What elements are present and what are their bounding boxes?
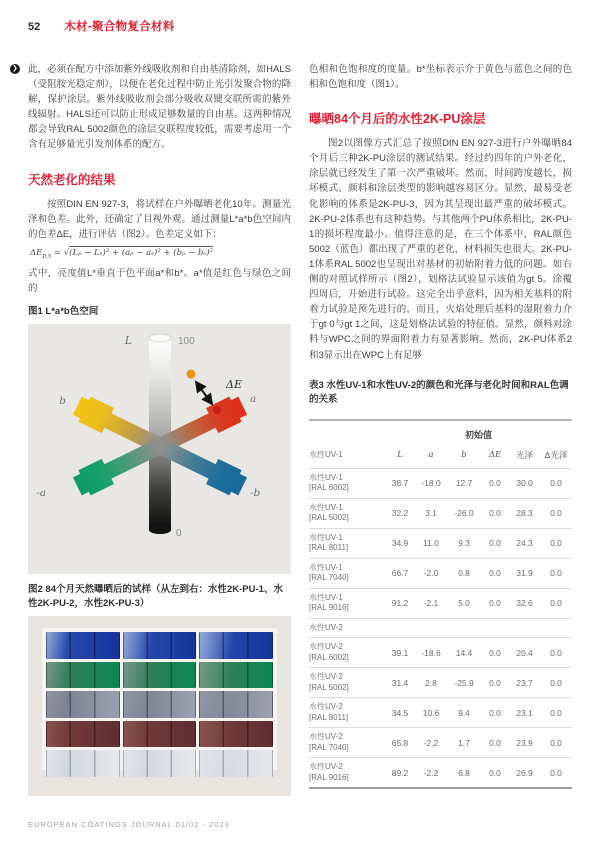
page-header xyxy=(28,18,175,34)
sample-photo-cell xyxy=(199,632,273,659)
row-label: 水性UV-2 [RAL 9016] xyxy=(309,762,349,782)
paragraph-continuation xyxy=(12,62,291,153)
table-cell: 39.1 xyxy=(391,647,409,658)
formula-equals: = xyxy=(51,247,64,258)
delta-e-formula xyxy=(30,248,291,260)
table-cell: 0.0 xyxy=(489,767,501,778)
table-column-header: a xyxy=(428,449,434,460)
table-cell: 0.0 xyxy=(550,647,562,658)
table-cell: 0.0 xyxy=(489,508,501,519)
table-cell: 0.0 xyxy=(550,707,562,718)
table-cell: 0.0 xyxy=(489,677,501,688)
table-column-header-row xyxy=(309,446,572,468)
formula-radical: √ xyxy=(63,247,70,258)
row-label: 水性UV-1 [RAL 7040] xyxy=(309,562,349,583)
table-row xyxy=(309,757,572,787)
table-cell: 5.0 xyxy=(458,598,470,609)
sample-photo-cell xyxy=(46,662,120,689)
continuation-arrow-icon: ❯ xyxy=(10,64,20,74)
table-cell: 0.8 xyxy=(458,568,470,579)
table-cell: -2.2 xyxy=(423,767,439,778)
table-cell: 32.2 xyxy=(391,508,409,519)
b-axis-label: b xyxy=(59,395,66,408)
table-cell: 65.8 xyxy=(391,737,409,748)
sample-photo-cell xyxy=(46,721,120,748)
table-cell: 23.7 xyxy=(516,677,533,688)
figure1-lab-color-space xyxy=(28,324,291,574)
row-label: 水性UV-1 [RAL 5002] xyxy=(309,502,349,523)
table-cell: -2.0 xyxy=(423,568,439,579)
table-cell: 0.0 xyxy=(550,538,562,549)
table-row xyxy=(309,667,572,697)
table-cell: 26.9 xyxy=(516,767,533,778)
journal-footer: EUROPEAN COATINGS JOURNAL 01/02 - 2023 xyxy=(28,820,230,829)
formula-subscript: p,s xyxy=(42,252,52,260)
table-cell: 24.3 xyxy=(516,538,533,549)
table-row xyxy=(309,637,572,667)
table-cell: 11.0 xyxy=(423,538,439,549)
table-cell: 9.3 xyxy=(458,538,470,549)
delta-e-label: ΔE xyxy=(226,378,242,392)
table-row xyxy=(309,588,572,618)
table-cell: 31.4 xyxy=(391,677,409,688)
table-cell: 0.0 xyxy=(489,737,501,748)
table-cell: 0.0 xyxy=(489,538,501,549)
a-axis-label: a xyxy=(250,393,257,406)
table-cell: 0.0 xyxy=(550,508,562,519)
row-label: 水性UV-2 [RAL 8011] xyxy=(309,702,349,722)
sample-photo-cell xyxy=(123,750,197,777)
paragraph-exposure-results: 图2以图像方式汇总了按照DIN EN 927-3进行户外曝晒84个月后三种2K-PU涂层的测试结果。经过约四年的户外老化，涂层就已经发生了第一次严重破坏。然而，时间跨度越长，损坏模式、颜料和涂层类型的影响越容易区分。显然，最易受老化影响的体系是2K-PU-3，因为其呈现出最严重的破坏模式。2K-PU-2体系也有这种趋势。与其他两个PU体系相比，2K-PU-1的损坏程度最小。值得注意的是，在三个体系中，RAL颜色5002（蓝色）都出现了严重的老化，材料损失也很大。2K-PU-1体系RAL 5002也呈现出对基材的初始附着力低的问题。如右侧的对照试样所示（图2），划格法试验显示该值为gt 5。涂覆四周后，开始进行试验。这完全出乎意料，因为相关基料的附着力试验是预先进行的，而且，火焰处理后基料的湿附着力介于gt 0与gt 1之间，这是划格法试验的特征值。显然，颜料对涂料与WPC之间的界面附着力有显著影响。然而，2K-PU体系2和3显示出在WPC上有足够 xyxy=(309,138,572,361)
lab-color-space-diagram xyxy=(28,324,291,574)
table-cell: 28.3 xyxy=(516,508,533,519)
table3 xyxy=(309,419,572,790)
neg-a-axis-label: -a xyxy=(36,487,46,500)
formula-lhs: ΔE xyxy=(30,247,43,258)
sample-photo-cell xyxy=(46,691,120,718)
sample-photo-grid xyxy=(42,628,277,770)
table-cell: -2.2 xyxy=(423,737,439,748)
paragraph-color-coords: 色相和色饱和度的度量。b*坐标表示介于黄色与蓝色之间的色相和色饱和度（图1）。 xyxy=(309,64,572,91)
neg-b-axis-label: -b xyxy=(250,487,261,500)
table-cell: 0.0 xyxy=(550,568,562,579)
section-title: 木材-聚合物复合材料 xyxy=(64,21,175,33)
figure2-weathered-samples-photo xyxy=(28,616,291,796)
row-label: 水性UV-1 [RAL 6002] xyxy=(309,472,349,493)
table-cell: -26.0 xyxy=(454,508,474,519)
sample-point-orange xyxy=(187,370,196,379)
table-cell: 2.8 xyxy=(425,677,437,688)
table-cell: 3.1 xyxy=(425,508,437,519)
table-cell: 0.0 xyxy=(489,568,501,579)
table-row xyxy=(309,727,572,757)
l-min-label: 0 xyxy=(176,528,182,540)
figure2-caption: 图2 84个月天然曝晒后的试样（从左到右：水性2K-PU-1、水性2K-PU-2，水性2K-PU-3） xyxy=(28,584,283,609)
row-label: 水性UV-1 [RAL 8011] xyxy=(309,532,349,553)
table-column-header: ΔE xyxy=(488,449,502,460)
table-cell: 0.0 xyxy=(550,478,562,489)
figure1-caption: 图1 L*a*b色空间 xyxy=(28,305,99,317)
table-cell: 0.0 xyxy=(550,737,562,748)
sample-point-red xyxy=(213,406,221,414)
table-column-header: Δ光泽 xyxy=(544,449,568,460)
sample-photo-cell xyxy=(123,662,197,689)
table-cell: 23.9 xyxy=(516,737,533,748)
paragraph-method: 按照DIN EN 927-3，将试样在户外曝晒老化10年。测量光泽和色差。此外，还确定了目视外观。通过测量L*a*b色空间内的色差ΔE，进行评估（图2）。色差定义如下： xyxy=(28,198,291,240)
row-label: 水性UV-1 [RAL 9016] xyxy=(309,592,349,613)
table-column-header: 光泽 xyxy=(515,449,533,460)
table-cell: 12.7 xyxy=(455,478,473,489)
table-group-header: 初始值 xyxy=(464,429,492,440)
table-row xyxy=(309,697,572,727)
table-body xyxy=(309,468,572,788)
sample-photo-cell xyxy=(46,632,120,659)
row-label: 水性UV-2 [RAL 7040] xyxy=(309,732,349,752)
table-cell: 0.0 xyxy=(489,478,501,489)
table-cell: 23.1 xyxy=(516,707,533,718)
table-cell: 0.0 xyxy=(550,598,562,609)
sample-photo-cell xyxy=(46,750,120,777)
row-label: 水性UV-2 xyxy=(309,622,343,632)
table-column-header: b xyxy=(461,449,467,460)
sample-photo-cell xyxy=(199,691,273,718)
table-cell: -18.6 xyxy=(421,647,441,658)
left-column xyxy=(12,62,291,796)
table-cell: 34.9 xyxy=(391,538,409,549)
table-cell: 0.0 xyxy=(489,707,501,718)
table-cell: 0.0 xyxy=(550,677,562,688)
table-cell: 9.4 xyxy=(458,707,470,718)
table-column-header: 水性UV-1 xyxy=(309,450,343,460)
table-cell: 0.0 xyxy=(489,647,501,658)
sample-photo-cell xyxy=(123,691,197,718)
table-cell: 38.7 xyxy=(391,478,409,489)
table-cell: -25.9 xyxy=(454,677,474,688)
sample-photo-cell xyxy=(199,721,273,748)
table3-caption: 表3 水性UV-1和水性UV-2的颜色和光泽与老化时间和RAL色调的关系 xyxy=(309,379,569,405)
sample-photo-cell xyxy=(123,721,197,748)
table-cell: 1.7 xyxy=(458,737,470,748)
table-cell: 32.6 xyxy=(516,598,533,609)
l-max-label: 100 xyxy=(178,336,195,348)
row-label: 水性UV-2 [RAL 5002] xyxy=(309,672,349,692)
table-cell: 34.5 xyxy=(391,707,409,718)
table-cell: 66.7 xyxy=(391,568,409,579)
table-cell: 0.0 xyxy=(489,598,501,609)
l-axis-label: L xyxy=(124,334,132,348)
table-cell: 91.2 xyxy=(391,598,409,609)
table-cell: 89.2 xyxy=(391,767,409,778)
paragraph-text: 此，必须在配方中添加紫外线吸收剂和自由基清除剂，如HALS（受阻胺光稳定剂），以便在老化过程中防止光引发聚合物的降解，保护涂层。紫外线吸收剂会部分吸收双键交联所需的紫外线辐射。HALS还可以防止形成足够数量的自由基。这两种情况都会导致RAL 5002颜色的涂层交联程度较低，需要考虑用一个含有足够量光引发剂体系的配方。 xyxy=(28,64,291,151)
table-cell: 6.8 xyxy=(458,767,470,778)
sample-photo-cell xyxy=(123,632,197,659)
table-row xyxy=(309,528,572,558)
sample-photo-cell xyxy=(199,750,273,777)
table-section-row xyxy=(309,618,572,638)
table-cell: 31.9 xyxy=(516,568,533,579)
table-cell: 20.4 xyxy=(516,647,533,658)
page-number: 52 xyxy=(28,21,41,33)
table-cell: -18.0 xyxy=(421,478,441,489)
table-row xyxy=(309,468,572,498)
table-cell: 14.4 xyxy=(455,647,473,658)
paragraph-formula-note: 式中，亮度值L*垂直于色平面a*和b*。a*值是红色与绿色之间的 xyxy=(28,267,291,294)
formula-radicand: (Lₚ − Lₛ)² + (aₚ − aₛ)² + (bₚ − bₛ)² xyxy=(69,247,213,258)
table-cell: 30.0 xyxy=(516,478,533,489)
right-column xyxy=(309,62,572,789)
sample-photo-cell xyxy=(199,662,273,689)
heading-natural-ageing: 天然老化的结果 xyxy=(28,172,116,187)
heading-2kpu-exposure: 曝晒84个月后的水性2K-PU涂层 xyxy=(309,112,486,127)
row-label: 水性UV-2 [RAL 6002] xyxy=(309,642,349,662)
table-column-header: L xyxy=(397,449,403,460)
table-cell: 10.6 xyxy=(422,707,440,718)
table-row xyxy=(309,558,572,588)
table-cell: 0.0 xyxy=(550,767,562,778)
table-row xyxy=(309,498,572,528)
table-cell: -2.1 xyxy=(423,598,439,609)
